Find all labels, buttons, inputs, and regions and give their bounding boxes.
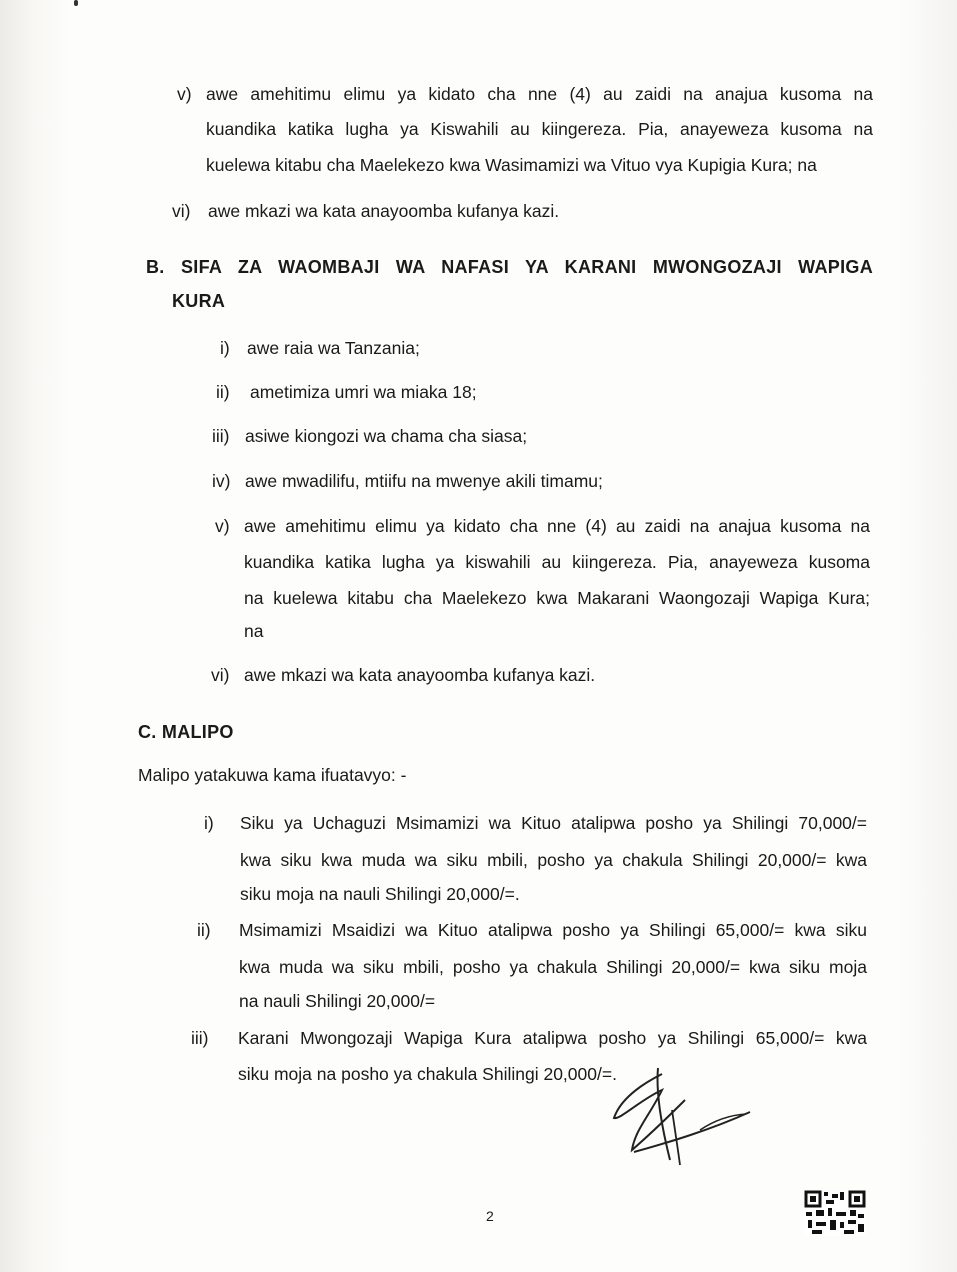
paragraph-line: siku moja na nauli Shilingi 20,000/=. xyxy=(240,884,520,904)
section-heading: C. MALIPO xyxy=(138,722,234,742)
item-number: ii) xyxy=(216,382,230,402)
paragraph-line: na nauli Shilingi 20,000/= xyxy=(239,991,436,1011)
section-heading: B. SIFA ZA WAOMBAJI WA NAFASI YA KARANI MWONGOZAJI WAPIGA xyxy=(146,257,873,277)
paragraph-line: kuandika katika lugha ya Kiswahili au kiingereza. Pia, anayeweza kusoma na xyxy=(206,119,873,139)
list-item: awe mkazi wa kata anayoomba kufanya kazi. xyxy=(244,665,596,685)
item-number: i) xyxy=(204,813,214,833)
item-number: v) xyxy=(177,84,192,104)
list-item: awe mkazi wa kata anayoomba kufanya kazi. xyxy=(208,201,560,221)
list-item: ametimiza umri wa miaka 18; xyxy=(250,382,477,402)
item-number: vi) xyxy=(172,201,191,221)
paragraph-line: na xyxy=(244,621,264,641)
list-item: awe mwadilifu, mtiifu na mwenye akili timamu; xyxy=(245,471,603,491)
item-number: v) xyxy=(215,516,230,536)
list-item: awe raia wa Tanzania; xyxy=(247,338,420,358)
paragraph-line: siku moja na posho ya chakula Shilingi 20,000/=. xyxy=(238,1064,617,1084)
paragraph-line: Siku ya Uchaguzi Msimamizi wa Kituo atalipwa posho ya Shilingi 70,000/= xyxy=(240,813,867,833)
item-number: i) xyxy=(220,338,230,358)
item-number: ii) xyxy=(197,920,211,940)
paragraph-line: kuelewa kitabu cha Maelekezo kwa Wasimamizi wa Vituo vya Kupigia Kura; na xyxy=(206,155,817,175)
paragraph-line: kwa muda wa siku mbili, posho ya chakula Shilingi 20,000/= kwa siku moja xyxy=(239,957,867,977)
item-number: vi) xyxy=(211,665,230,685)
paragraph-line: na kuelewa kitabu cha Maelekezo kwa Makarani Waongozaji Wapiga Kura; xyxy=(244,588,870,608)
item-number: iv) xyxy=(212,471,231,491)
list-item: asiwe kiongozi wa chama cha siasa; xyxy=(245,426,528,446)
paragraph-line: kuandika katika lugha ya kiswahili au kiingereza. Pia, anayeweza kusoma xyxy=(244,552,870,572)
signature-icon xyxy=(600,1060,760,1170)
paragraph-line: kwa siku kwa muda wa siku mbili, posho ya chakula Shilingi 20,000/= kwa xyxy=(240,850,867,870)
page-number: 2 xyxy=(486,1208,494,1224)
paragraph-line: Karani Mwongozaji Wapiga Kura atalipwa posho ya Shilingi 65,000/= kwa xyxy=(238,1028,867,1048)
paragraph-line: awe amehitimu elimu ya kidato cha nne (4) au zaidi na anajua kusoma na xyxy=(206,84,873,104)
item-number: iii) xyxy=(191,1028,209,1048)
paragraph-line: awe amehitimu elimu ya kidato cha nne (4) au zaidi na anajua kusoma na xyxy=(244,516,870,536)
section-heading: KURA xyxy=(172,291,226,311)
scan-mark xyxy=(74,0,78,6)
intro-text: Malipo yatakuwa kama ifuatavyo: - xyxy=(138,765,407,785)
item-number: iii) xyxy=(212,426,230,446)
paragraph-line: Msimamizi Msaidizi wa Kituo atalipwa posho ya Shilingi 65,000/= kwa siku xyxy=(239,920,867,940)
qr-code-icon xyxy=(804,1190,866,1236)
